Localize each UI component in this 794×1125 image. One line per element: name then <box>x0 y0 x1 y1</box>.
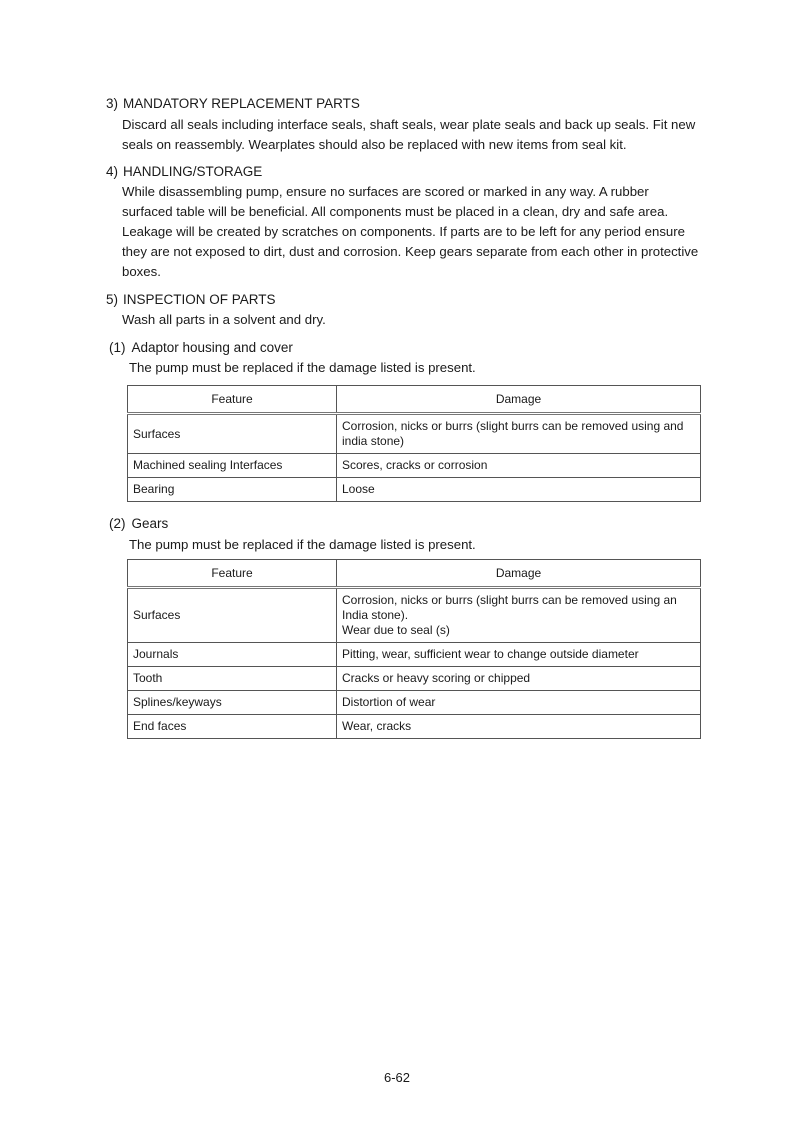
subsection-title: Adaptor housing and cover <box>131 340 293 355</box>
damage-cell: Pitting, wear, sufficient wear to change outside diameter <box>337 643 701 667</box>
section-number: 4) <box>106 164 119 179</box>
table-row <box>128 478 701 502</box>
section-4-body <box>122 182 700 282</box>
text-line: boxes. <box>122 264 161 279</box>
column-header-feature: Feature <box>128 560 337 588</box>
damage-cell: Wear, cracks <box>337 715 701 739</box>
text-line: Leakage will be created by scratches on components. If parts are to be left for any period ensure <box>122 224 685 239</box>
section-3-heading <box>106 96 360 111</box>
feature-cell: Surfaces <box>128 414 337 454</box>
text-line: While disassembling pump, ensure no surfaces are scored or marked in any way. A rubber <box>122 184 649 199</box>
feature-cell: End faces <box>128 715 337 739</box>
subsection-2-intro: The pump must be replaced if the damage listed is present. <box>129 537 476 552</box>
damage-cell: Scores, cracks or corrosion <box>337 454 701 478</box>
section-4-heading <box>106 164 262 179</box>
damage-cell: Cracks or heavy scoring or chipped <box>337 667 701 691</box>
section-number: 3) <box>106 96 119 111</box>
section-title: INSPECTION OF PARTS <box>123 292 276 307</box>
table-row <box>128 643 701 667</box>
section-5-heading <box>106 292 276 307</box>
adaptor-housing-table <box>127 385 701 502</box>
table-row <box>128 454 701 478</box>
column-header-damage: Damage <box>337 560 701 588</box>
feature-cell: Machined sealing Interfaces <box>128 454 337 478</box>
feature-cell: Surfaces <box>128 588 337 643</box>
damage-cell: Loose <box>337 478 701 502</box>
table-header-row <box>128 386 701 414</box>
page-number: 6-62 <box>383 1070 411 1085</box>
table-row <box>128 588 701 643</box>
subsection-number: (2) <box>109 516 126 531</box>
feature-cell: Journals <box>128 643 337 667</box>
feature-cell: Bearing <box>128 478 337 502</box>
section-title: MANDATORY REPLACEMENT PARTS <box>123 96 360 111</box>
damage-cell: Corrosion, nicks or burrs (slight burrs can be removed using an India stone). Wear due to seal (s) <box>337 588 701 643</box>
text-line: surfaced table will be beneficial. All components must be placed in a clean, dry and safe area. <box>122 204 669 219</box>
subsection-1-intro: The pump must be replaced if the damage listed is present. <box>129 360 476 375</box>
subsection-number: (1) <box>109 340 126 355</box>
text-line: they are not exposed to dirt, dust and corrosion. Keep gears separate from each other in protective <box>122 244 699 259</box>
table-header-row <box>128 560 701 588</box>
table-row <box>128 691 701 715</box>
section-3-body <box>122 115 700 155</box>
table-row <box>128 715 701 739</box>
gears-table <box>127 559 701 739</box>
text-line: Wash all parts in a solvent and dry. <box>122 312 326 327</box>
section-number: 5) <box>106 292 119 307</box>
column-header-feature: Feature <box>128 386 337 414</box>
feature-cell: Tooth <box>128 667 337 691</box>
feature-cell: Splines/keyways <box>128 691 337 715</box>
damage-cell: Distortion of wear <box>337 691 701 715</box>
section-5-body <box>122 310 700 330</box>
subsection-1-heading <box>109 340 293 355</box>
text-line: Discard all seals including interface seals, shaft seals, wear plate seals and back up seals. Fit new <box>122 117 696 132</box>
subsection-title: Gears <box>131 516 169 531</box>
table-row <box>128 414 701 454</box>
damage-cell: Corrosion, nicks or burrs (slight burrs can be removed using and india stone) <box>337 414 701 454</box>
column-header-damage: Damage <box>337 386 701 414</box>
subsection-2-heading <box>109 516 168 531</box>
section-title: HANDLING/STORAGE <box>123 164 263 179</box>
table-row <box>128 667 701 691</box>
text-line: seals on reassembly. Wearplates should also be replaced with new items from seal kit. <box>122 137 627 152</box>
